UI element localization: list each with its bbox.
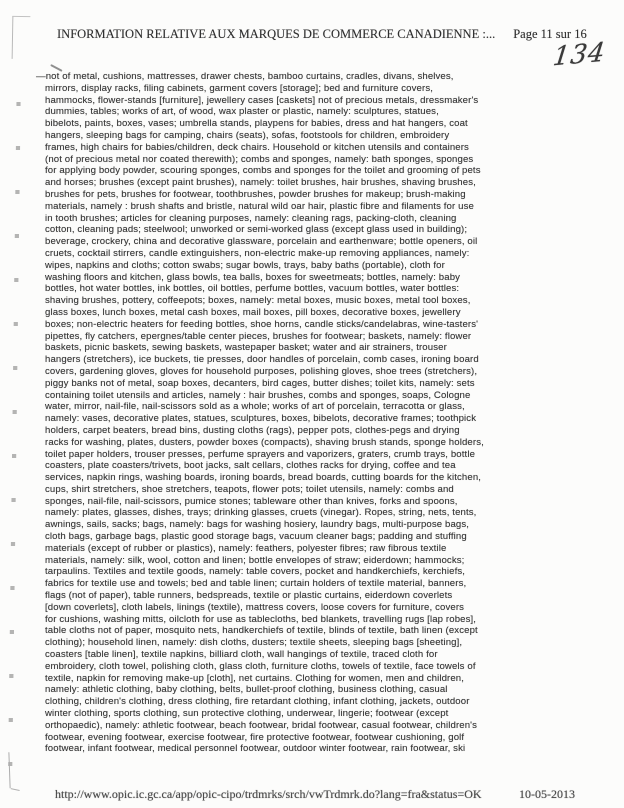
body-text <box>36 71 590 755</box>
body-text-line: beverage, crockery, china and decorative glassware, porcelain and earthenware; bottle openers, oil <box>45 236 478 248</box>
document-footer <box>55 787 575 802</box>
body-text-line: namely: athletic clothing, baby clothing, belts, bullet-proof clothing, business clothing, casual <box>45 684 448 696</box>
body-text-line: namely: vases, decorative plates, statues, sculptures, boxes, bibelots, decorative frames; toothpick <box>45 413 477 425</box>
body-text-line: orthopaedic), namely: athletic footwear, beach footwear, bridal footwear, casual footwear, children's <box>45 719 478 731</box>
document-header <box>57 27 587 42</box>
body-text-line: hangers (stretchers), ice buckets, tie presses, door handles of porcelain, comb cases, ironing board <box>45 354 479 366</box>
scan-artifact-left-margin-dashes <box>8 62 21 788</box>
body-text-line: for applying body powder, scouring sponges, combs and sponges for the toilet and grooming of pets <box>45 165 481 177</box>
page-number-indicator: Page 11 sur 16 <box>513 27 587 41</box>
body-text-line: —not of metal, cushions, mattresses, drawer chests, bamboo curtains, cradles, divans, shelves, <box>36 71 454 82</box>
body-text-line: containing toilet utensils and articles, namely : hair brushes, combs and sponges, soaps, Cologne <box>45 389 471 401</box>
body-text-line: sponges, nail-file, nail-scissors, pumice stones; tableware other than knives, forks and spoons, <box>45 495 458 507</box>
body-text-line: mirrors, display racks, filing cabinets, garment covers [storage]; bed and furniture covers, <box>45 82 434 94</box>
body-text-line: covers, gardening gloves, gloves for household purposes, polishing gloves, shoe trees (stretchers), <box>45 365 478 377</box>
body-text-line: services, napkin rings, washing boards, ironing boards, bread boards, cutting boards for the kitchen, <box>45 472 482 484</box>
body-text-line: and horses; brushes (except paint brushes), namely: toilet brushes, hair brushes, shaving brushes, <box>45 177 476 189</box>
body-text-line: coasters, plate coasters/trivets, boot jacks, salt cellars, clothes racks for drying, coffee and tea <box>45 460 456 472</box>
body-text-line: materials, namely: silk, wool, cotton and linen; bottle envelopes of straw; eiderdown; hammocks; <box>45 554 465 566</box>
body-text-line: awnings, sails, sacks; bags, namely: bags for washing hosiery, laundry bags, multi-purpose bags, <box>45 519 470 531</box>
body-text-line: shaving brushes, pottery, coffeepots; boxes, namely: metal boxes, music boxes, metal tool boxes, <box>45 295 471 307</box>
body-text-line: footwear, infant footwear, medical personnel footwear, outdoor winter footwear, rain footwear, ski <box>45 743 466 755</box>
body-text-line: (not of precious metal nor coated therewith); combs and sponges, namely: bath sponges, sponges <box>45 153 474 165</box>
body-text-line: cloth bags, garbage bags, plastic good storage bags, vacuum cleaner bags; padding and stuffing <box>45 531 467 543</box>
body-text-line: namely: plates, glasses, dishes, trays; drinking glasses, cruets (vinegar). Ropes, string, nets, tents, <box>45 507 477 519</box>
body-text-line: bibelots, paints, boxes, vases; umbrella stands, playpens for babies, dress and hat hangers, coat <box>45 118 468 130</box>
body-text-line: clothing, children's clothing, dress clothing, fire retardant clothing, infant clothing, jackets, outdoor <box>45 696 470 708</box>
print-date: 10-05-2013 <box>519 787 575 801</box>
body-text-line: boxes; non-electric heaters for feeding bottles, shoe horns, candle sticks/candelabras, wine-tasters' <box>45 318 479 330</box>
body-text-line: tarpaulins. Textiles and textile goods, namely: table covers, pocket and handkerchiefs, kerchiefs, <box>45 566 466 578</box>
document-title: INFORMATION RELATIVE AUX MARQUES DE COMMERCE CANADIENNE :... <box>57 27 496 41</box>
body-text-line: hammocks, flower-stands [furniture], jewellery cases [caskets] not of precious metals, dressmaker's <box>45 94 479 106</box>
body-text-line: in tooth brushes; articles for cleaning purposes, namely: cleaning rags, packing-cloth, cleaning <box>45 212 457 224</box>
body-text-line: racks for washing, plates, dusters, powder boxes (compacts), shaving brush stands, sponge holders, <box>45 436 484 448</box>
body-text-line: bottles, hot water bottles, ink bottles, oil bottles, perfume bottles, vacuum bottles, water bottles: <box>45 283 460 295</box>
source-url-text: http://www.opic.ic.gc.ca/app/opic-cipo/trdmrks/srch/vwTrdmrk.do?lang=fra&status=OK <box>55 787 482 801</box>
body-text-line: fabrics for textile use and towels; bed and table linen; curtain holders of textile material, banners, <box>45 578 467 590</box>
body-text-line: wipes, napkins and cloths; cotton swabs; sugar bowls, trays, baby baths (portable), cloth for <box>45 259 445 271</box>
scan-artifact-top-left-bracket <box>12 16 31 59</box>
body-text-line: holders, carpet beaters, bread bins, dusting cloths (rags), pepper pots, clothes-pegs and drying <box>45 424 460 436</box>
body-text-line: textile, napkin for removing make-up [cloth], net curtains. Clothing for women, men and children, <box>45 672 465 684</box>
body-text-line: clothing); household linen, namely: dish cloths, dusters; textile sheets, sleeping bags [sheeting], <box>45 637 463 649</box>
body-text-line: brushes for pets, brushes for footwear, toothbrushes, powder brushes for makeup; brush-making <box>45 188 466 200</box>
body-text-line: materials (except of rubber or plastics), namely: feathers, polyester fibres; raw fibrous textile <box>45 542 447 554</box>
body-text-line: embroidery, cloth towel, polishing cloth, glass cloth, furniture cloths, towels of textile, face towels of <box>45 660 476 672</box>
handwritten-page-number: 134 <box>551 37 608 73</box>
body-text-line: winter clothing, sports clothing, sun protective clothing, underwear, lingerie; footwear (except <box>45 708 449 720</box>
body-text-line: washing floors and kitchen, glass bowls, tea balls, boxes for sweetmeats; bottles, namely: baby <box>45 271 461 283</box>
body-text-line: dummies, tables; works of art, of wood, wax plaster or plastic, namely: sculptures, statues, <box>45 106 439 118</box>
body-text-line: for cushions, washing mitts, oilcloth for use as tablecloths, bed blankets, travelling rugs [lap robes], <box>45 613 477 625</box>
body-text-line: frames, high chairs for babies/children, deck chairs. Household or kitchen utensils and containers <box>45 141 469 153</box>
body-text-line: baskets, picnic baskets, sewing baskets, wastepaper basket; water and air strainers, trouser <box>45 342 447 354</box>
body-text-line: hangers, sleeping bags for camping, chairs (seats), sofas, footstools for children, embroidery <box>45 129 450 141</box>
body-text-line: footwear, evening footwear, exercise footwear, fire protective footwear, footwear cushioning, golf <box>45 731 465 743</box>
body-text-line: table cloths not of paper, mosquito nets, handkerchiefs of textile, blinds of textile, bath linen (except <box>45 625 478 637</box>
body-text-line: coasters [table linen], textile napkins, billiard cloth, wall hangings of textile, traced cloth for <box>45 649 438 661</box>
body-text-line: piggy banks not of metal, soap boxes, decanters, bird cages, butter dishes; toilet kits, namely: sets <box>45 377 475 389</box>
scan-artifact-bottom-left-bracket <box>8 752 22 788</box>
body-text-line: materials, namely : brush shafts and bristle, natural wild oar hair, plastic fibre and filaments for use <box>45 200 474 212</box>
body-text-line: cups, shirt stretchers, shoe stretchers, teapots, flower pots; toilet utensils, namely: combs and <box>45 483 454 495</box>
body-text-line: toilet paper holders, trouser presses, perfume sprayers and vaporizers, graters, crumb trays, bottle <box>45 448 476 460</box>
body-text-line: flags (not of paper), table runners, bedspreads, textile or plastic curtains, eiderdown coverlets <box>45 590 453 602</box>
body-text-line: cruets, cocktail stirrers, candle extinguishers, non-electric make-up removing appliances, namely: <box>45 247 470 259</box>
body-text-line: [down coverlets], cloth labels, linings (textile), mattress covers, loose covers for furniture, covers <box>45 601 465 613</box>
body-text-line: pipettes, fly catchers, epergnes/table center pieces, brushes for footwear; baskets, namely: flower <box>45 330 472 342</box>
body-text-line: water, mirror, nail-file, nail-scissors sold as a whole; works of art of porcelain, terracotta or glass, <box>45 401 465 413</box>
body-text-line: glass boxes, lunch boxes, metal cash boxes, mail boxes, pill boxes, decorative boxes, jewellery <box>45 306 461 318</box>
body-text-line: cotton, cleaning pads; steelwool; unworked or semi-worked glass (except glass used in building); <box>45 224 468 236</box>
